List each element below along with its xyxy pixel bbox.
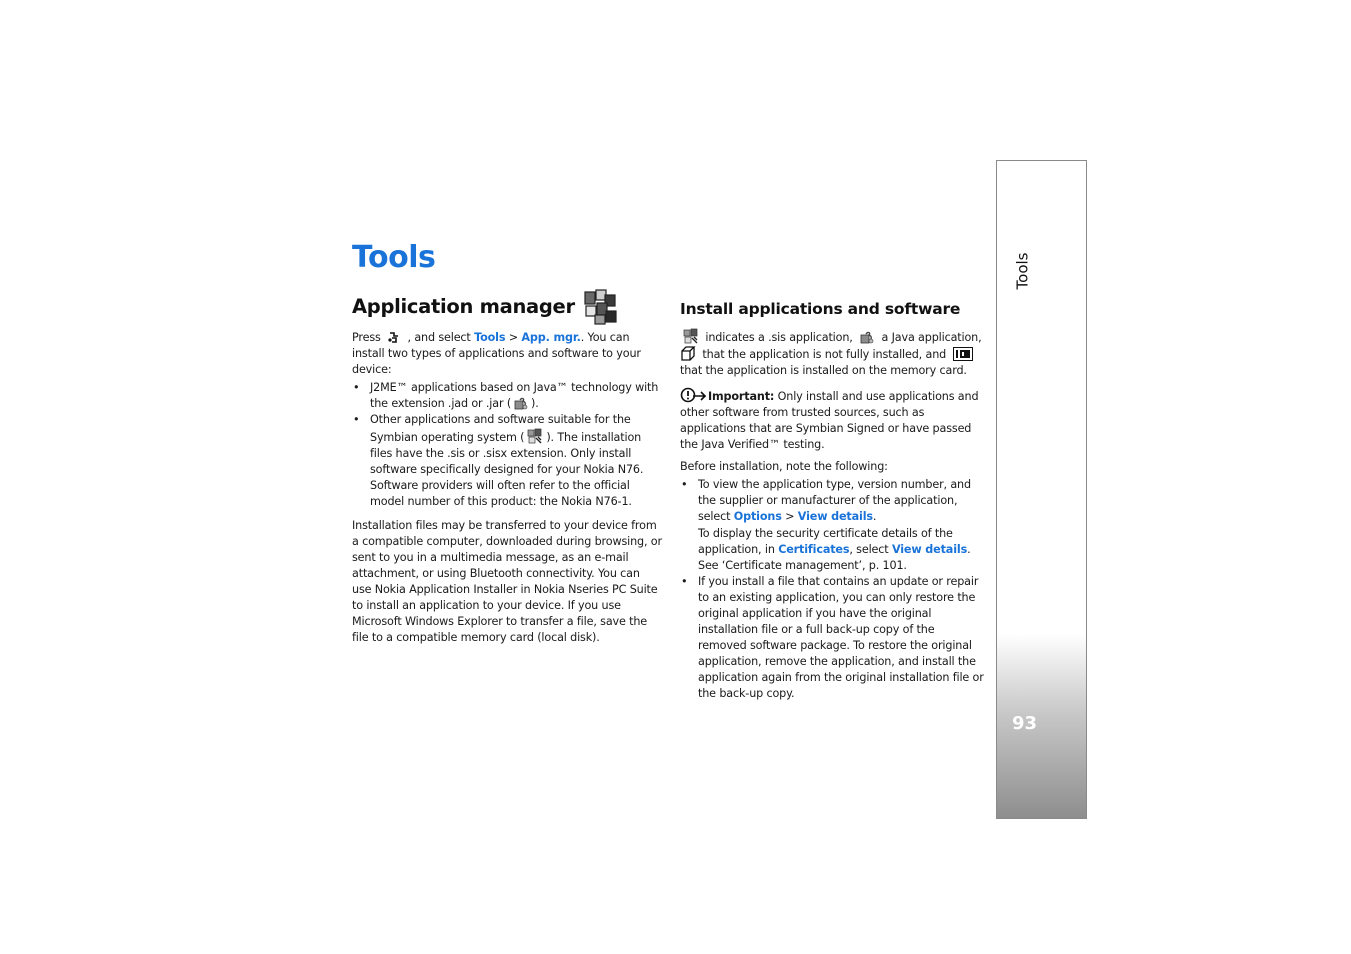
install-notes-list: [680, 477, 986, 702]
partial-install-icon: [680, 346, 696, 361]
side-tab-label: Tools: [1013, 252, 1032, 290]
list-item: • J2ME™ applications based on Java™ technology with the extension .jad or .jar ( ).: [352, 380, 662, 412]
icons-legend-paragraph: indicates a .sis application, a Java application, that the application is not fully installed, and that the application is installed on the memory card.: [680, 328, 986, 379]
right-column: [680, 296, 986, 702]
intro-paragraph: Press , and select Tools > App. mgr.. You can install two types of applications and software to your device:: [352, 331, 641, 376]
important-note: Important: Only install and use applications and other software from trusted sources, such as applications that are Symbian Signed or have passed the Java Verified™ testing.: [680, 387, 986, 453]
before-installation-text: Before installation, note the following:: [680, 460, 888, 473]
list-item: • To view the application type, version number, and the supplier or manufacturer of the application, select Options > View details. To display the security certificate details of the application, in Certificates, select View details. See ‘Certificate management’, p. 101.: [680, 477, 986, 574]
java-app-icon: [859, 330, 875, 344]
transfer-paragraph: Installation files may be transferred to your device from a compatible computer, downloaded during browsing, or sent to you in a multimedia message, as an e-mail attachment, or using Bluetooth connectivity. You can use Nokia Application Installer in Nokia Nseries PC Suite to install an application to your device. If you use Microsoft Windows Explorer to transfer a file, save the file to a compatible memory card (local disk).: [352, 519, 662, 644]
section-heading-install-applications: Install applications and software: [680, 300, 961, 318]
certificate-subparagraph: To display the security certificate details of the application, in Certificates, select View details. See ‘Certificate management’, p. 101.: [698, 527, 971, 572]
sis-app-icon: [527, 428, 543, 444]
left-column: [352, 288, 662, 646]
page-number: 93: [1012, 713, 1038, 734]
view-details-link[interactable]: View details: [891, 543, 968, 556]
important-icon: [680, 387, 706, 403]
list-item: • Other applications and software suitable for the Symbian operating system ( ). The installation files have the .sis or .sisx extension. Only install software specifically designed for your Nokia N76. Software providers will often refer to the official model number of this product: the Nokia N76-1.: [352, 412, 662, 510]
section-heading-application-manager: [352, 288, 662, 326]
app-mgr-link[interactable]: App. mgr.: [521, 331, 581, 344]
certificates-link[interactable]: Certificates: [778, 543, 850, 556]
app-types-list: [352, 380, 662, 510]
sis-app-icon: [683, 328, 699, 344]
heading-text: Application manager: [352, 295, 575, 318]
memory-card-icon: [953, 347, 973, 361]
options-link[interactable]: Options: [733, 510, 782, 523]
important-label: Important:: [708, 390, 775, 403]
list-item: • If you install a file that contains an update or repair to an existing application, you can only restore the original application if you have the original installation file or a full back-up copy of the removed software package. To restore the original application, remove the application, and install the application again from the original installation file or the back-up copy.: [680, 574, 986, 702]
app-manager-icon: [583, 289, 617, 325]
chapter-title: Tools: [352, 240, 436, 275]
java-app-icon: [514, 396, 528, 410]
view-details-link[interactable]: View details: [797, 510, 873, 523]
menu-key-icon: [387, 331, 401, 344]
tools-link[interactable]: Tools: [474, 331, 506, 344]
